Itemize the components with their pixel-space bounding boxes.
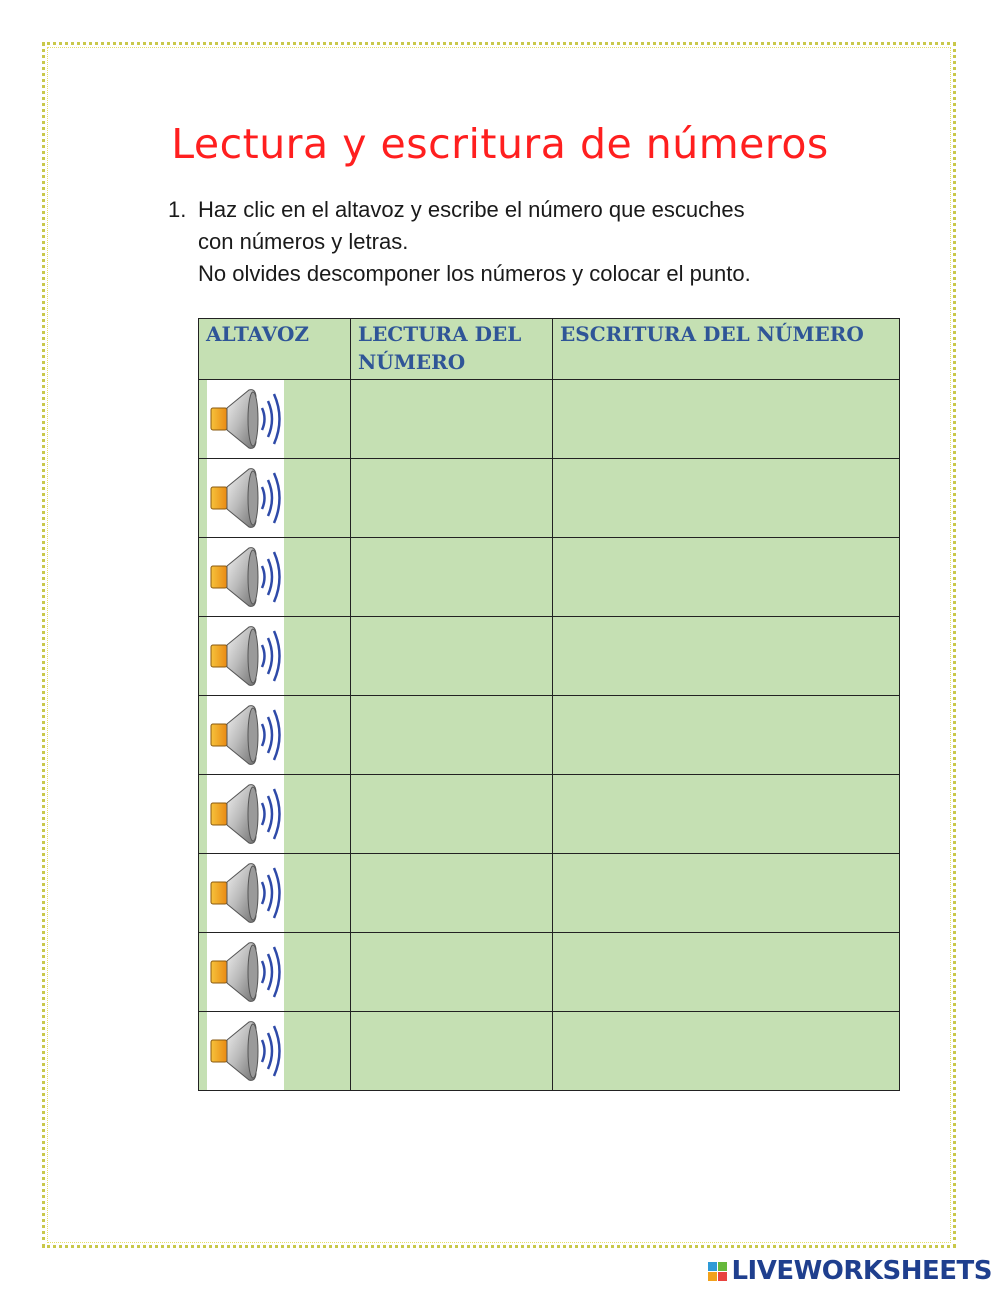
lectura-answer-cell[interactable] (351, 696, 553, 775)
speaker-cell (199, 933, 351, 1012)
table-row (199, 854, 900, 933)
instructions (168, 194, 888, 290)
speaker-icon (209, 386, 283, 452)
lectura-answer-cell[interactable] (351, 775, 553, 854)
speaker-cell (199, 775, 351, 854)
brand-text: LIVEWORKSHEETS (731, 1256, 992, 1286)
table-row (199, 775, 900, 854)
table-row (199, 933, 900, 1012)
table-row (199, 459, 900, 538)
speaker-cell (199, 380, 351, 459)
speaker-cell (199, 617, 351, 696)
instruction-number: 1. (168, 197, 187, 222)
speaker-button[interactable] (207, 459, 284, 537)
speaker-icon (209, 781, 283, 847)
lectura-answer-cell[interactable] (351, 854, 553, 933)
speaker-cell (199, 696, 351, 775)
speaker-icon (209, 544, 283, 610)
table-row (199, 538, 900, 617)
lectura-answer-cell[interactable] (351, 459, 553, 538)
header-lectura: LECTURA DEL NÚMERO (351, 319, 553, 380)
speaker-button[interactable] (207, 617, 284, 695)
escritura-answer-cell[interactable] (553, 617, 900, 696)
speaker-icon (209, 1018, 283, 1084)
speaker-cell (199, 459, 351, 538)
speaker-button[interactable] (207, 775, 284, 853)
speaker-button[interactable] (207, 854, 284, 932)
table-row (199, 1012, 900, 1091)
speaker-icon (209, 465, 283, 531)
speaker-icon (209, 702, 283, 768)
instruction-line: Haz clic en el altavoz y escribe el número que escuches (198, 197, 745, 222)
lectura-answer-cell[interactable] (351, 380, 553, 459)
header-escritura: ESCRITURA DEL NÚMERO (553, 319, 900, 380)
worksheet-table (198, 318, 900, 1091)
instruction-line: No olvides descomponer los números y colocar el punto. (198, 261, 751, 286)
lectura-answer-cell[interactable] (351, 538, 553, 617)
speaker-button[interactable] (207, 696, 284, 774)
lectura-answer-cell[interactable] (351, 1012, 553, 1091)
escritura-answer-cell[interactable] (553, 538, 900, 617)
header-altavoz: ALTAVOZ (199, 319, 351, 380)
table-header-row (199, 319, 900, 380)
escritura-answer-cell[interactable] (553, 1012, 900, 1091)
speaker-button[interactable] (207, 380, 284, 458)
escritura-answer-cell[interactable] (553, 696, 900, 775)
table-row (199, 380, 900, 459)
escritura-answer-cell[interactable] (553, 854, 900, 933)
table-row (199, 696, 900, 775)
speaker-icon (209, 860, 283, 926)
lectura-answer-cell[interactable] (351, 617, 553, 696)
speaker-button[interactable] (207, 933, 284, 1011)
escritura-answer-cell[interactable] (553, 380, 900, 459)
escritura-answer-cell[interactable] (553, 775, 900, 854)
speaker-button[interactable] (207, 1012, 284, 1090)
speaker-button[interactable] (207, 538, 284, 616)
speaker-cell (199, 538, 351, 617)
lectura-answer-cell[interactable] (351, 933, 553, 1012)
instruction-line: con números y letras. (198, 229, 409, 254)
speaker-icon (209, 623, 283, 689)
escritura-answer-cell[interactable] (553, 459, 900, 538)
table-row (199, 617, 900, 696)
speaker-cell (199, 854, 351, 933)
liveworksheets-brand (708, 1256, 992, 1286)
speaker-cell (199, 1012, 351, 1091)
speaker-icon (209, 939, 283, 1005)
page-title: Lectura y escritura de números (171, 120, 829, 168)
escritura-answer-cell[interactable] (553, 933, 900, 1012)
brand-logo-icon (708, 1262, 727, 1281)
